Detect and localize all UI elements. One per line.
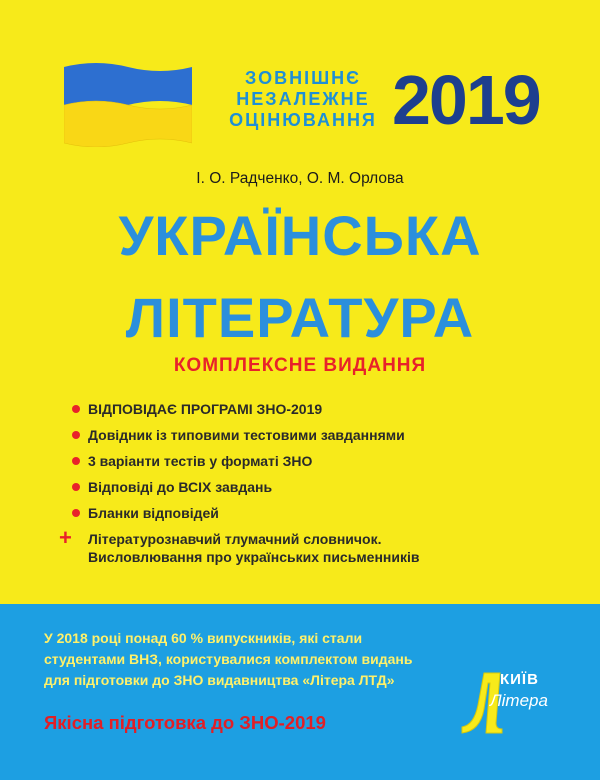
bullet-icon [72, 431, 80, 439]
feature-text: Відповіді до ВСІХ завдань [88, 479, 273, 495]
feature-text: Бланки відповідей [88, 505, 219, 521]
feature-extra-item [59, 525, 542, 566]
subtitle: КОМПЛЕКСНЕ ВИДАННЯ [173, 355, 427, 376]
ukraine-flag-icon [64, 63, 192, 147]
promo-text [44, 628, 464, 691]
feature-item [72, 478, 542, 496]
publisher-name: Літера [490, 691, 548, 710]
feature-text: ВІДПОВІДАЄ ПРОГРАМІ ЗНО-2019 [88, 401, 323, 417]
feature-list [59, 400, 542, 574]
authors: І. О. Радченко, О. М. Орлова [196, 170, 404, 187]
feature-text: 3 варіанти тестів у форматі ЗНО [88, 453, 313, 469]
zno-label [218, 68, 388, 131]
plus-icon: + [59, 525, 72, 550]
feature-text: Довідник із типовими тестовими завданнями [88, 427, 405, 443]
zno-line-2: НЕЗАЛЕЖНЕ [236, 89, 370, 109]
bullet-icon [72, 483, 80, 491]
promo-line-3: для підготовки до ЗНО видавництва «Літера ЛТД» [44, 672, 395, 688]
extra-line-2: Висловлювання про українських письменників [88, 549, 420, 565]
publisher-logo [456, 665, 576, 737]
promo-line-2: студентами ВНЗ, користувалися комплектом видань [44, 651, 413, 667]
edition-year: 2019 [392, 61, 540, 139]
bullet-icon [72, 405, 80, 413]
bullet-icon [72, 509, 80, 517]
feature-item [72, 452, 542, 470]
slogan: Якісна підготовка до ЗНО-2019 [44, 712, 326, 733]
zno-line-3: ОЦІНЮВАННЯ [229, 110, 377, 130]
zno-line-1: ЗОВНІШНЄ [245, 68, 361, 88]
extra-line-1: Літературознавчий тлумачний словничок. [88, 531, 382, 547]
title-line-2: ЛІТЕРАТУРА [125, 286, 475, 349]
feature-item [72, 504, 542, 522]
publisher-city: КИЇВ [500, 671, 539, 688]
bullet-icon [72, 457, 80, 465]
feature-item [72, 426, 542, 444]
promo-line-1: У 2018 році понад 60 % випускників, які стали [44, 630, 363, 646]
title-line-1: УКРАЇНСЬКА [118, 204, 482, 267]
feature-item [72, 400, 542, 418]
